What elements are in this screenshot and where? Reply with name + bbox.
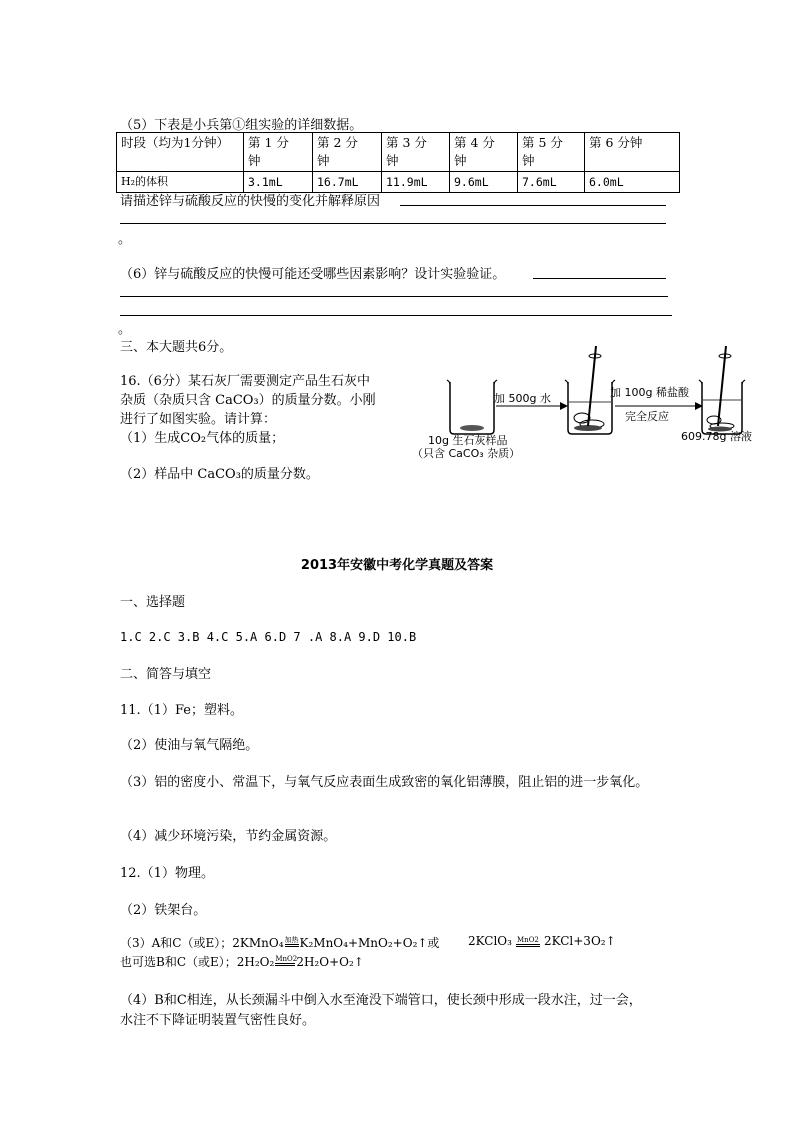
page-title: 2013年安徽中考化学真题及答案 (300, 558, 494, 573)
q16-sub: （2）样品中 CaCO₃的质量分数。 (120, 467, 319, 482)
table-cell: 9.6mL (450, 172, 518, 193)
step1-label: 加 500g 水 (494, 392, 551, 405)
equation-text: （3）A和C（或E）；2KMnO₄ (120, 936, 284, 950)
q5-intro: （5）下表是小兵第①组实验的详细数据。 (120, 118, 363, 133)
answer-blank-line (533, 278, 666, 279)
equation-line (120, 934, 439, 951)
equation-line (120, 953, 364, 970)
answer-line: （2）使油与氧气隔绝。 (120, 738, 259, 753)
table-cell: 6.0mL (585, 172, 680, 193)
section-heading: 二、简答与填空 (120, 667, 212, 682)
end-mark: 。 (118, 232, 132, 247)
sample-label: 10g 生石灰样品 (428, 434, 508, 447)
step2-label: 加 100g 稀盐酸 (610, 386, 689, 399)
sample-note: （只含 CaCO₃ 杂质） (412, 447, 521, 460)
equation-text: 也可选B和C（或E）；2H₂O₂ (120, 955, 275, 969)
answer-blank-line (400, 205, 666, 206)
table-header-cell: 第 6 分钟 (585, 133, 680, 172)
arrow-icon (615, 402, 703, 410)
experiment-data-table (116, 132, 680, 193)
table-header-cell: 第 5 分 钟 (518, 133, 585, 172)
q16-line: 进行了如图实验。请计算： (120, 412, 277, 427)
reaction-condition: 加热 (285, 934, 299, 947)
result-label: 609.78g 溶液 (681, 430, 752, 443)
table-header-cell: 时段（均为1分钟） (117, 133, 244, 172)
stirring-rod-icon (588, 346, 601, 426)
choice-answers: 1.C 2.C 3.B 4.C 5.A 6.D 7 .A 8.A 9.D 10.B (120, 630, 417, 644)
table-header-cell: 第 3 分 钟 (382, 133, 450, 172)
end-mark: 。 (118, 322, 132, 337)
answer-blank-line (120, 296, 668, 297)
q16-text (120, 372, 376, 448)
table-header-cell: 第 2 分 钟 (313, 133, 382, 172)
table-cell: 3.1mL (244, 172, 313, 193)
answer-line: （3）铝的密度小、常温下，与氧气反应表面生成致密的氧化铝薄膜，阻止铝的进一步氧化。 (120, 775, 649, 790)
answer-blank-line (120, 315, 672, 316)
answer-blank-line (120, 223, 666, 224)
q16-line: 杂质（杂质只含 CaCO₃）的质量分数。小刚 (120, 393, 376, 408)
table-header-cell: 第 4 分 钟 (450, 133, 518, 172)
table-row-label: H₂的体积 (117, 172, 244, 193)
reaction-condition: MnO2 (516, 934, 540, 947)
table-header-cell: 第 1 分 钟 (244, 133, 313, 172)
table-cell: 11.9mL (382, 172, 450, 193)
table-header-row (117, 133, 680, 172)
q6-prompt: （6）锌与硫酸反应的快慢可能还受哪些因素影响？设计实验验证。 (120, 267, 506, 282)
table-cell: 16.7mL (313, 172, 382, 193)
section-heading: 三、本大题共6分。 (120, 340, 233, 355)
q16-sub: （1）生成CO₂气体的质量； (120, 431, 285, 446)
answer-line: 水注不下降证明装置气密性良好。 (120, 1013, 316, 1028)
equation-text: 2KClO₃ (468, 934, 512, 948)
equation-line (468, 934, 616, 948)
reaction-condition: MnO2 (275, 953, 295, 966)
answer-line: （4）减少环境污染，节约金属资源。 (120, 829, 337, 844)
answer-line: 12.（1）物理。 (120, 866, 214, 881)
beaker-icon (447, 380, 497, 434)
equation-text: 2KCl+3O₂↑ (543, 934, 616, 948)
equation-text: 2H₂O+O₂↑ (296, 955, 364, 969)
section-heading: 一、选择题 (120, 595, 186, 610)
answer-line: （4）B和C相连，从长颈漏斗中倒入水至淹没下端管口，使长颈中形成一段水注，过一会， (120, 993, 642, 1008)
answer-line: 11.（1）Fe；塑料。 (120, 703, 243, 718)
table-cell: 7.6mL (518, 172, 585, 193)
q5-prompt: 请描述锌与硫酸反应的快慢的变化并解释原因 (120, 194, 381, 209)
answer-line: （2）铁架台。 (120, 903, 207, 918)
equation-text: K₂MnO₄+MnO₂+O₂↑或 (299, 936, 440, 950)
q16-line: 16.（6分）某石灰厂需要测定产品生石灰中 (120, 374, 370, 389)
stirring-rod-icon (718, 346, 731, 426)
step2-note: 完全反应 (625, 410, 669, 423)
